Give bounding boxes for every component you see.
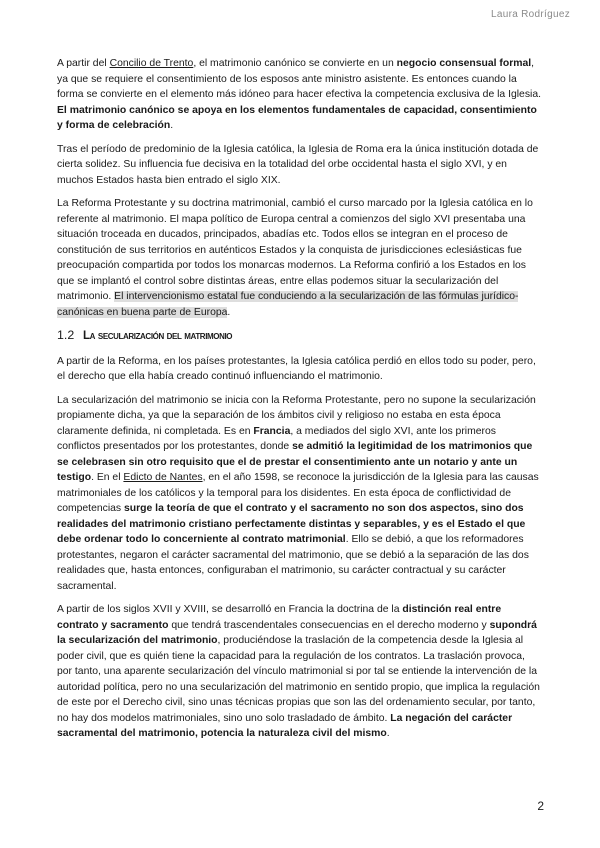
bold-text: se admitió la legitimidad de los matrimonios que se celebrasen sin otro requisito que el de prestar el consentimiento ante un notario y ante un testigo	[57, 441, 533, 483]
page-number: 2	[537, 799, 544, 813]
bold-text: supondrá la secularización del matrimonio	[57, 619, 537, 646]
highlighted-text: El intervencionismo estatal fue conduciendo a la secularización de las fórmulas jurídico-canónicas en buena parte de Europa	[57, 291, 519, 318]
section-heading	[57, 328, 541, 344]
text-run: .	[386, 728, 390, 739]
paragraph-trento	[57, 56, 541, 134]
text-run: , en el año 1598, se reconoce la jurisdicción de la Iglesia para las causas matrimoniales de los católicos y la temporal para los disidentes. En esta época de conflictividad de competencias	[57, 472, 539, 514]
text-run: A partir del	[57, 58, 110, 69]
paragraph-paises-protestantes: A partir de la Reforma, en los países protestantes, la Iglesia católica perdió en ellos todo su poder, pero, el derecho que ella había creado continuó influenciando el matrimonio.	[57, 355, 536, 382]
text-run: . Ello se debió, a que los reformadores protestantes, negaron el carácter sacramental del matrimonio, que se debió a la separación de las dos realidades que, hasta entonces, configuraban el matrimonio, su carácter contractual y su carácter sacramental.	[57, 534, 529, 592]
paragraph-siglos-xvii-xviii	[57, 602, 541, 742]
text-run: que tendrá trascendentales consecuencias en el derecho moderno y	[168, 619, 490, 631]
bold-text: surge la teoría de que el contrato y el sacramento no son dos aspectos, sino dos realidades del matrimonio cristiano perfectamente distintas y separables, y es el Estado el que debe ordenar todo lo concerniente al contrato matrimonial	[57, 503, 526, 545]
text-run: La secularización del matrimonio se inicia con la Reforma Protestante, pero no supone la secularización propiamente dicha, ya que la separación de los ámbitos civil y religioso no estaba en esta época claramente definida, ni completada. Es en	[57, 394, 536, 437]
document-body	[57, 56, 541, 750]
text-run: A partir de los siglos XVII y XVIII, se desarrolló en Francia la doctrina de la	[57, 604, 403, 615]
bold-text: distinción real entre contrato y sacramento	[57, 604, 502, 631]
text-run: .	[170, 120, 174, 131]
text-run: , produciéndose la traslación de la competencia desde la Iglesia al poder civil, que es quién tiene la capacidad para la regulación de los contratos. La traslación provoca, por tanto, una aparente secularización del vínculo matrimonial si por tal se entiende la intervención de la autoridad política, pero no una secularización del matrimonio en sentido propio, que implica la regulación de este por el Derecho civil, sino unas técnicas propias que son las del ordenamiento secular, por tanto, no hay dos modelos matrimoniales, sino uno solo trasladado de ámbito.	[57, 635, 540, 724]
bold-text: negocio consensual formal	[396, 58, 532, 69]
section-title: La secularización del matrimonio	[83, 329, 233, 342]
edicto-de-nantes-link[interactable]: Edicto de Nantes	[123, 472, 203, 483]
text-run: , ya que se requiere el consentimiento de los esposos ante ministro asistente. Es entonces cuando la forma se convierte en el elemento más idóneo para hacer efectiva la competencia exclusiva de la Iglesia.	[57, 58, 542, 100]
text-run: La Reforma Protestante y su doctrina matrimonial, cambió el curso marcado por la Iglesia católica en lo referente al matrimonio. El mapa político de Europa central a comienzos del siglo XVI presentaba una situación troceada en ducados, principados, abadías etc. Todos ellos se integran en el proceso de constitución de sus territorios en auténticos Estados y la conquista de jurisdicciones eclesiásticas fue preocupación compartida por todos los monarcas modernos. La Reforma confirió a los Estados en los que se implantó el control sobre distintas áreas, entre ellas podemos situar la secularización del matrimonio.	[57, 198, 533, 302]
text-run: , el matrimonio canónico se convierte en un	[193, 58, 397, 69]
bold-text: Francia	[253, 425, 291, 437]
paragraph-secularizacion	[57, 393, 541, 595]
bold-text: La negación del carácter sacramental del matrimonio, potencia la naturaleza civil del mismo	[57, 712, 513, 739]
text-run: , a mediados del siglo XVI, ante los primeros conflictos presentados por los protestantes, donde	[57, 425, 496, 452]
bold-text: El matrimonio canónico se apoya en los elementos fundamentales de capacidad, consentimiento y forma de celebración	[57, 104, 537, 131]
text-run: . En el	[91, 472, 124, 483]
paragraph-predominio: Tras el período de predominio de la Iglesia católica, la Iglesia de Roma era la única institución dotada de cierta solidez. Su influencia fue decisiva en la totalidad del orbe occidental hasta el siglo XVI, y en muchos Estados hasta bien entrado el siglo XIX.	[57, 143, 539, 186]
author-header: Laura Rodríguez	[491, 9, 570, 20]
concilio-de-trento-link[interactable]: Concilio de Trento	[109, 58, 194, 69]
text-run: .	[227, 306, 231, 318]
section-number: 1.2	[57, 328, 75, 342]
paragraph-reforma	[57, 196, 541, 320]
